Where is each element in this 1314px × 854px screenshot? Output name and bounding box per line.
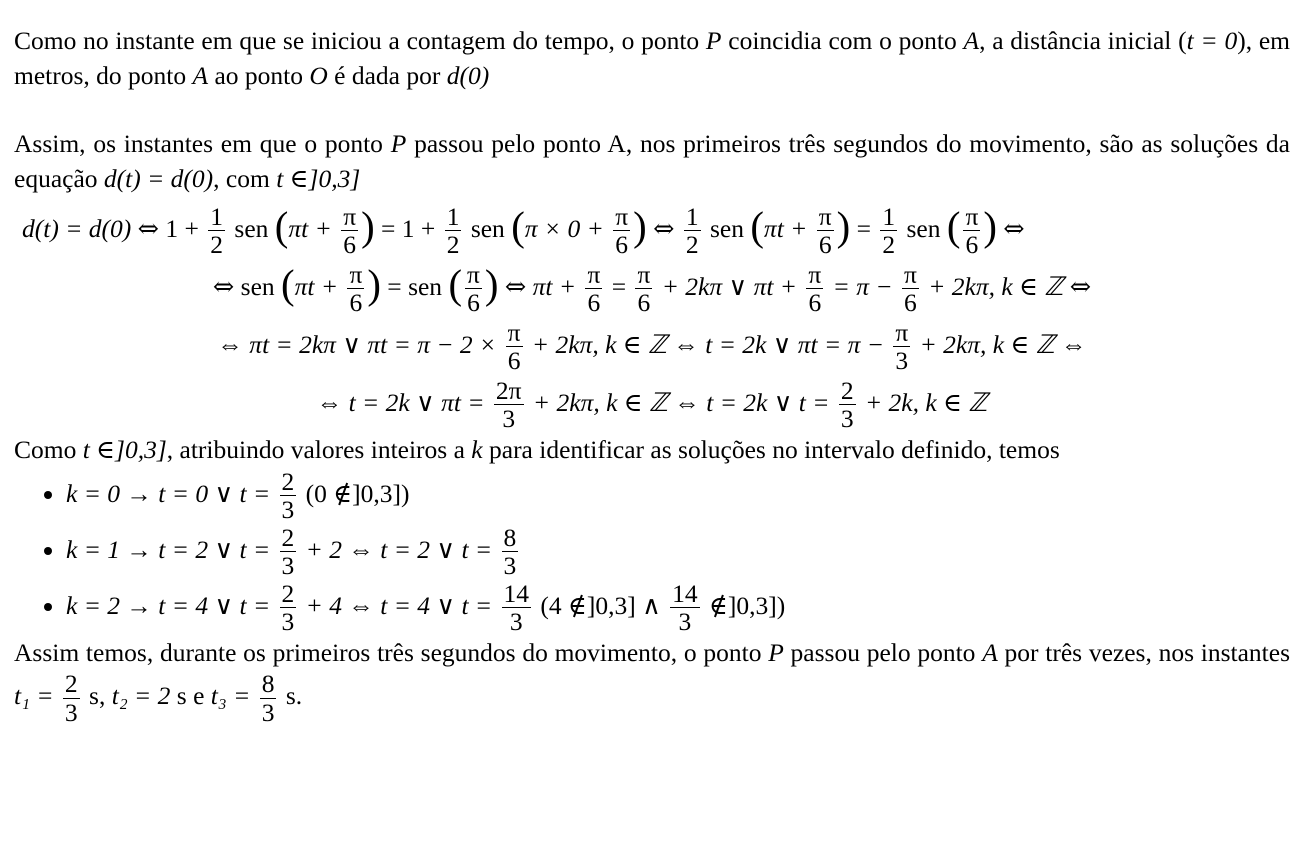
- equation-line-4: ⇔ t = 2k ∨ πt = $\frac{2\pi}{3}$ + 2kπ, k ∈ ℤ ⇔ t = 2k ∨ t = $\frac{2}{3}$ + 2k, k ∈ ℤ: [316, 375, 988, 434]
- list-item: • k = 2 → t = 4 ∨ t = $\frac{2}{3}$ + 4 ⇔ t = 4 ∨ t = $\frac{14}{3}$ (4 ∉]0,3] ∧ $\frac{14}{3}$ ∉]0,3]): [66, 580, 1290, 636]
- fraction: $\frac{1}{2}$: [446, 201, 460, 260]
- paragraph-equation-intro: Assim, os instantes em que o ponto P passou pelo ponto A, nos primeiros três segundos do movimento, são as soluções da equação d(t) = d(0), com t ∈]0,3]: [14, 129, 1290, 194]
- fraction: $\frac{\pi}{3}$: [895, 317, 909, 376]
- fraction: $\frac{\pi}{6}$: [587, 259, 601, 318]
- fraction: $\frac{\pi}{6}$: [903, 259, 917, 318]
- fraction: $\frac{2}{3}$: [281, 466, 295, 525]
- fraction: $\frac{2}{3}$: [840, 375, 854, 434]
- equation-line-3: ⇔ πt = 2kπ ∨ πt = π − 2 × $\frac{\pi}{6}$ + 2kπ, k ∈ ℤ ⇔ t = 2k ∨ πt = π − $\frac{\pi}{3}$ + 2kπ, k ∈ ℤ ⇔: [217, 317, 1087, 376]
- fraction: $\frac{\pi}{6}$: [637, 259, 651, 318]
- fraction: $\frac{8}{3}$: [261, 669, 275, 727]
- paragraph-conclusion: Assim temos, durante os primeiros três segundos do movimento, o ponto P passou pelo ponto A por três vezes, nos instantes t₁ = $\frac{2}{3}$ s, t₂ = 2 s e t₃ = $\frac{8}{3}$ s.: [14, 637, 1290, 727]
- fraction: $\frac{\pi}{6}$: [349, 259, 363, 318]
- paragraph-values-of-k: Como t ∈]0,3], atribuindo valores inteiros a k para identificar as soluções no intervalo definido, temos: [14, 434, 1060, 464]
- fraction: $\frac{2\pi}{3}$: [495, 375, 522, 434]
- fraction: $\frac{1}{2}$: [210, 201, 224, 260]
- fraction: $\frac{\pi}{6}$: [808, 259, 822, 318]
- fraction: $\frac{2}{3}$: [281, 522, 295, 581]
- fraction: $\frac{\pi}{6}$: [965, 201, 979, 260]
- fraction: $\frac{2}{3}$: [64, 669, 78, 727]
- list-item: • k = 1 → t = 2 ∨ t = $\frac{2}{3}$ + 2 ⇔ t = 2 ∨ t = $\frac{8}{3}$: [66, 524, 1290, 580]
- fraction: $\frac{8}{3}$: [503, 522, 517, 581]
- fraction: $\frac{14}{3}$: [672, 578, 698, 637]
- document: [14, 24, 1290, 727]
- fraction: $\frac{\pi}{6}$: [507, 317, 521, 376]
- fraction: $\frac{2}{3}$: [281, 578, 295, 637]
- fraction: $\frac{\pi}{6}$: [343, 201, 357, 260]
- cases-list: [14, 468, 1290, 636]
- equation-line-1: d(t) = d(0) ⇔ 1 + $\frac{1}{2}$ sen (πt + $\frac{\pi}{6}$ ) = 1 + $\frac{1}{2}$ sen (π × 0 + $\frac{\pi}{6}$ ) ⇔ $\frac{1}{2}$ sen (πt + $\frac{\pi}{6}$ ) = $\frac{1}{2}$ sen ( $\frac{\pi}{6}$ ) ⇔: [22, 201, 1025, 260]
- fraction: $\frac{\pi}{6}$: [818, 201, 832, 260]
- list-item: • k = 0 → t = 0 ∨ t = $\frac{2}{3}$ (0 ∉]0,3]): [66, 468, 1290, 524]
- fraction: $\frac{14}{3}$: [503, 578, 529, 637]
- equation-line-2: ⇔ sen (πt + $\frac{\pi}{6}$ ) = sen ( $\frac{\pi}{6}$ ) ⇔ πt + $\frac{\pi}{6}$ = $\frac{\pi}{6}$ + 2kπ ∨ πt + $\frac{\pi}{6}$ = π − $\frac{\pi}{6}$ + 2kπ, k ∈ ℤ ⇔: [212, 259, 1092, 318]
- fraction: $\frac{1}{2}$: [685, 201, 699, 260]
- fraction: $\frac{1}{2}$: [882, 201, 896, 260]
- fraction: $\frac{\pi}{6}$: [467, 259, 480, 318]
- fraction: $\frac{\pi}{6}$: [615, 201, 629, 260]
- paragraph-initial-distance: Como no instante em que se iniciou a contagem do tempo, o ponto P coincidia com o ponto A, a distância inicial (t = 0), em metros, do ponto A ao ponto O é dada por d(0): [14, 26, 1290, 90]
